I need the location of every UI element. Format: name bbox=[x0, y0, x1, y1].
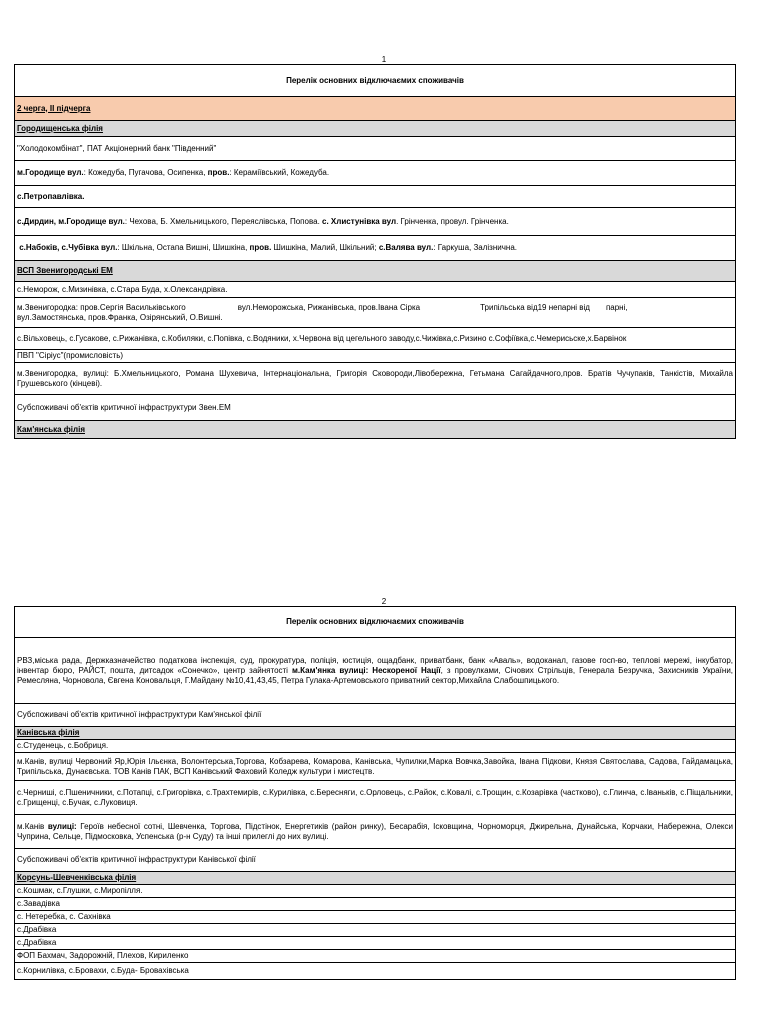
queue-header: 2 черга, ІІ підчерга bbox=[15, 97, 736, 121]
table-row: ПВП "Сіріус"(промисловість) bbox=[15, 350, 736, 363]
table-row: РВЗ,міська рада, Держказначейство податкова інспекція, суд, прокуратура, поліція, юстиція, ощадбанк, приватбанк, банк «Аваль», водоканал, газове госп-во, теплові мережі, інкубатор, інвентар бюро, РАЙСТ, пошта, дитсадок «Сонечко», центр зайнятості м.Кам'янка вулиці: Нескореної Нації, з провулками, Січових Стрільців, Генерала Безручка, Захисників України, Ремесляна, Чорновола, Євгена Коновальця, Г.Майдану №10,41,43,45, Петра Гулака-Артемовського приватний сектор,Михайла Слабошпицького. bbox=[15, 638, 736, 704]
table-row: с. Нетеребка, с. Сахнівка bbox=[15, 911, 736, 924]
table-row: с.Петропавлівка. bbox=[15, 186, 736, 208]
table-row: с.Кошмак, с.Глушки, с.Миропілля. bbox=[15, 885, 736, 898]
table-row: м.Звенигородка, вулиці: Б.Хмельницького, Романа Шухевича, Інтернаціональна, Григорія Сковороди,Лівобережна, Гетьмана Сагайдачного,пров. Братів Чучупаків, Танкістів, Михайла Грушевського (кінцеві). bbox=[15, 363, 736, 395]
branch-header: Корсунь-Шевченківська філія bbox=[15, 872, 736, 885]
branch-header: ВСП Звенигородські ЕМ bbox=[15, 261, 736, 282]
table-row: с.Набоків, с.Чубівка вул.: Шкільна, Остапа Вишні, Шишкіна, пров. Шишкіна, Малий, Шкільний; с.Валява вул.: Гаркуша, Залізнична. bbox=[15, 236, 736, 261]
table-row: Субспоживачі об'єктів критичної інфраструктури Звен.ЕМ bbox=[15, 395, 736, 421]
page-number: 1 bbox=[381, 55, 387, 64]
table-row: Субспоживачі об'єктів критичної інфраструктури Канівської філії bbox=[15, 849, 736, 872]
branch-header: Кам'янська філія bbox=[15, 421, 736, 439]
table-row: с.Черниші, с.Пшеничники, с.Потапці, с.Григорівка, с.Трахтемирів, с.Курилівка, с.Бересняги, с.Орловець, с.Райок, с.Ковалі, с.Трощин, с.Козарівка (частково), с.Глинча, с.Іваньків, с.Піщальники, с.Грищенці, с.Бучак, с.Луковиця. bbox=[15, 781, 736, 815]
table-title: Перелік основних відключаємих споживачів bbox=[15, 65, 736, 97]
table-row: с.Вільховець, с.Гусакове, с.Рижанівка, с.Кобиляки, с.Попівка, с.Водяники, х.Червона від цегельного заводу,с.Чижівка,с.Ризино с.Софіївка,с.Чемерисьске,х.Барвінок bbox=[15, 328, 736, 350]
consumers-table bbox=[14, 606, 736, 980]
table-row: Субспоживачі об'єктів критичної інфраструктури Кам'янської філії bbox=[15, 704, 736, 727]
table-row: с.Дирдин, м.Городище вул.: Чехова, Б. Хмельницького, Переяслівська, Попова. с. Хлистунівка вул. Грінченка, провул. Грінченка. bbox=[15, 208, 736, 236]
table-row: м.Городище вул.: Кожедуба, Пугачова, Осипенка, пров.: Кераміївський, Кожедуба. bbox=[15, 161, 736, 186]
table-row: с.Завадівка bbox=[15, 898, 736, 911]
table-row: с.Драбівка bbox=[15, 937, 736, 950]
table-row: "Холодокомбінат", ПАТ Акціонерний банк "Південний" bbox=[15, 137, 736, 161]
branch-header: Городищенська філія bbox=[15, 121, 736, 137]
table-row: м.Канів вулиці: Героїв небесної сотні, Шевченка, Торгова, Підстінок, Енергетиків (район ринку), Бесарабія, Ісковщина, Чорноморця, Джирельна, Дунайська, Корчаки, Набережна, Олекси Чуприна, Сельце, Підмосковка, Успенська (р-н Суду) та інші прилеглі до них вулиці. bbox=[15, 815, 736, 849]
table-title: Перелік основних відключаємих споживачів bbox=[15, 607, 736, 638]
table-row: с.Драбівка bbox=[15, 924, 736, 937]
table-row: м.Звенигородка: пров.Сергія Васильківського вул.Неморожська, Рижанівська, пров.Івана Сірка Трипільська від19 непарні від парні, вул.Замостянська, пров.Франка, Озірянський, О.Вишні. bbox=[15, 298, 736, 328]
page-number: 2 bbox=[381, 597, 387, 606]
branch-header: Канівська філія bbox=[15, 727, 736, 740]
table-row: м.Канів, вулиці Червоний Яр,Юрія Ільєнка, Волонтерська,Торгова, Кобзарева, Комарова, Канівська, Чупилки,Марка Вовчка,Завойка, Івана Підкови, Князя Святослава, Садова, Гайдамацька, Трипільська, Дунаєвська. ТОВ Канів ПАК, ВСП Канівський Фаховий Коледж культури і мистецтв. bbox=[15, 753, 736, 781]
table-row: с.Неморож, с.Мизинівка, с.Стара Буда, х.Олександрівка. bbox=[15, 282, 736, 298]
table-row: с.Корнилівка, с.Бровахи, с.Буда- Броваxівська bbox=[15, 963, 736, 980]
consumers-table bbox=[14, 64, 736, 439]
table-row: с.Студенець, с.Бобриця. bbox=[15, 740, 736, 753]
table-row: ФОП Бахмач, Задорожній, Плехов, Кириленко bbox=[15, 950, 736, 963]
